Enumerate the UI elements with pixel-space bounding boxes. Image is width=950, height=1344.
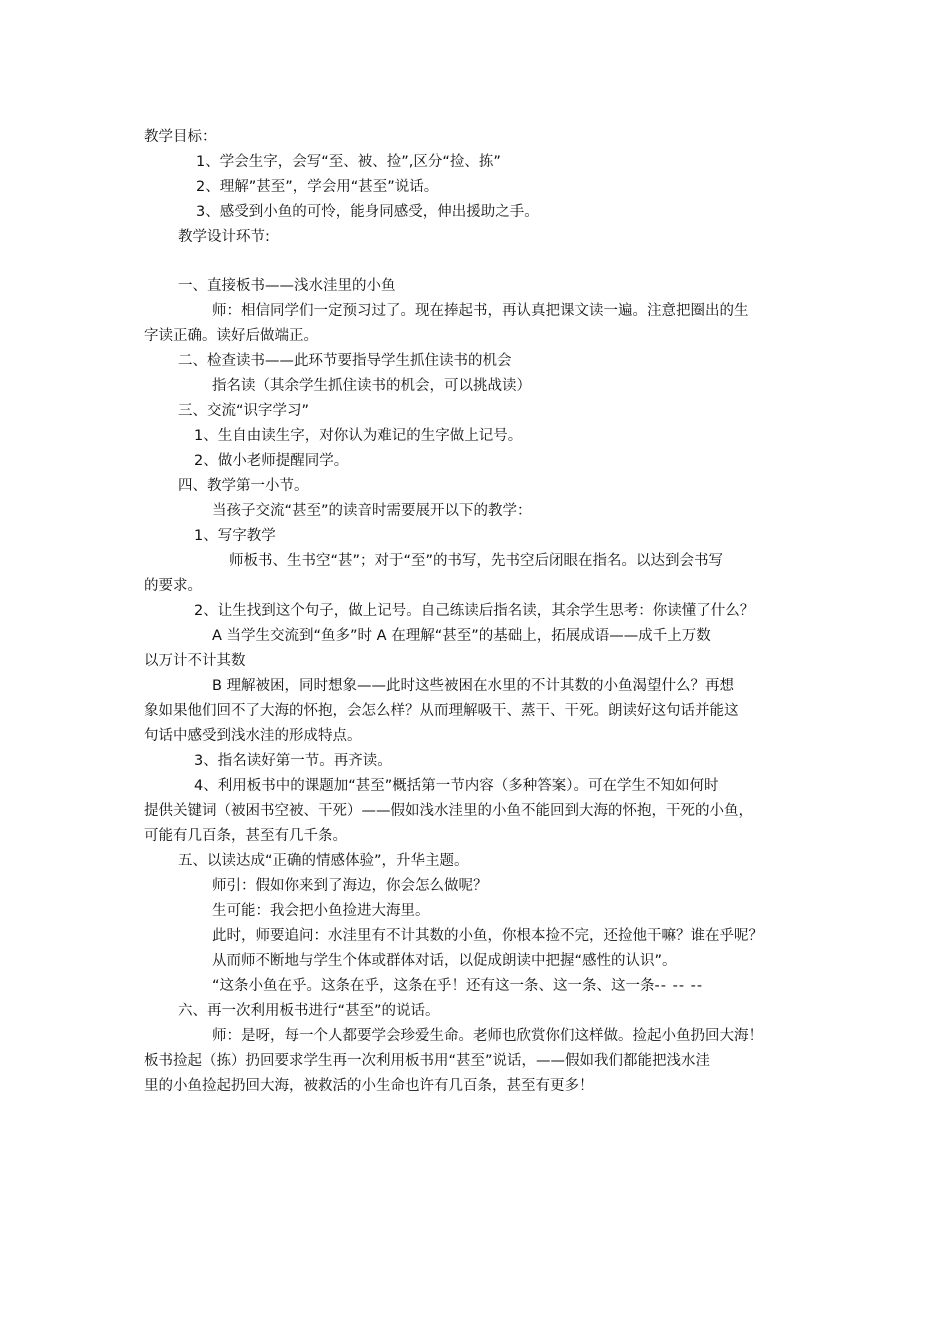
section-6-paragraph-cont-2: 里的小鱼捡起扔回大海，被救活的小生命也许有几百条，甚至有更多！ xyxy=(144,1078,594,1094)
section-4-point-a: A 当学生交流到“鱼多”时 A 在理解“甚至”的基础上，拓展成语——成千上万数 xyxy=(212,628,711,644)
section-6-paragraph-cont-1: 板书捡起（拣）扔回要求学生再一次利用板书用“甚至”说话，——假如我们都能把浅水洼 xyxy=(144,1053,711,1069)
section-6-title: 六、再一次利用板书进行“甚至”的说话。 xyxy=(178,1003,440,1019)
goals-heading: 教学目标： xyxy=(144,129,217,145)
design-heading: 教学设计环节: xyxy=(178,229,270,245)
section-4-point-b-cont-1: 象如果他们回不了大海的怀抱，会怎么样？从而理解吸干、蒸干、干死。朗读好这句话并能这 xyxy=(144,703,739,719)
section-1-paragraph-cont: 字读正确。读好后做端正。 xyxy=(144,328,318,344)
section-5-paragraph-2: 生可能：我会把小鱼捡进大海里。 xyxy=(212,903,430,919)
section-4-intro: 当孩子交流“甚至”的读音时需要展开以下的教学： xyxy=(212,503,532,519)
section-2-paragraph: 指名读（其余学生抓住读书的机会，可以挑战读） xyxy=(212,378,531,394)
section-5-paragraph-3-cont: 从而师不断地与学生个体或群体对话，以促成朗读中把握“感性的认识”。 xyxy=(212,953,677,969)
section-2-title: 二、检查读书——此环节要指导学生抓住读书的机会 xyxy=(178,353,512,369)
section-3-item-2: 2、做小老师提醒同学。 xyxy=(194,453,349,469)
section-1-title: 一、直接板书——浅水洼里的小鱼 xyxy=(178,278,396,294)
section-4-point-b-cont-2: 句话中感受到浅水洼的形成特点。 xyxy=(144,728,362,744)
section-5-paragraph-1: 师引：假如你来到了海边，你会怎么做呢？ xyxy=(212,878,488,894)
section-4-item-2: 2、让生找到这个句子，做上记号。自己练读后指名读，其余学生思考：你读懂了什么？ xyxy=(194,603,755,619)
goal-item-2: 2、理解”甚至”，学会用“甚至”说话。 xyxy=(196,179,439,195)
section-5-quote-text: “这条小鱼在乎。这条在乎，这条在乎！还有这一条、这一条、这一条 xyxy=(212,978,655,994)
section-3-title: 三、交流“识字学习” xyxy=(178,403,310,419)
section-5-quote-tail: -- -- -- xyxy=(654,978,704,994)
section-4-item-1-paragraph: 师板书、生书空“甚”；对于“至”的书写，先书空后闭眼在指名。以达到会书写 xyxy=(229,553,724,569)
section-4-item-4-cont-1: 提供关键词（被困书空被、干死）——假如浅水洼里的小鱼不能回到大海的怀抱，干死的小鱼， xyxy=(144,803,753,819)
section-5-quote xyxy=(212,974,812,998)
section-4-point-a-cont: 以万计不计其数 xyxy=(144,653,246,669)
section-6-paragraph: 师：是呀，每一个人都要学会珍爱生命。老师也欣赏你们这样做。捡起小鱼扔回大海！ xyxy=(212,1028,763,1044)
section-4-item-3: 3、指名读好第一节。再齐读。 xyxy=(194,753,392,769)
section-4-item-4-cont-2: 可能有几百条，甚至有几千条。 xyxy=(144,828,347,844)
section-3-item-1: 1、生自由读生字，对你认为难记的生字做上记号。 xyxy=(194,428,523,444)
goal-item-1: 1、学会生字，会写“至、被、捡”,区分“捡、拣” xyxy=(196,154,501,170)
section-4-title: 四、教学第一小节。 xyxy=(178,478,309,494)
section-5-title: 五、以读达成“正确的情感体验”，升华主题。 xyxy=(178,853,469,869)
section-4-item-4: 4、利用板书中的课题加“甚至”概括第一节内容（多种答案）。可在学生不知如何时 xyxy=(194,778,719,794)
section-4-item-1-paragraph-cont: 的要求。 xyxy=(144,578,202,594)
section-4-item-1: 1、写字教学 xyxy=(194,528,276,544)
goal-item-3: 3、感受到小鱼的可怜，能身同感受，伸出援助之手。 xyxy=(196,204,539,220)
section-1-paragraph: 师：相信同学们一定预习过了。现在捧起书，再认真把课文读一遍。注意把圈出的生 xyxy=(212,303,749,319)
section-4-point-b: B 理解被困，同时想象——此时这些被困在水里的不计其数的小鱼渴望什么？再想 xyxy=(212,678,735,694)
section-5-paragraph-3: 此时，师要追问：水洼里有不计其数的小鱼，你根本捡不完，还捡他干嘛？谁在乎呢？ xyxy=(212,928,763,944)
